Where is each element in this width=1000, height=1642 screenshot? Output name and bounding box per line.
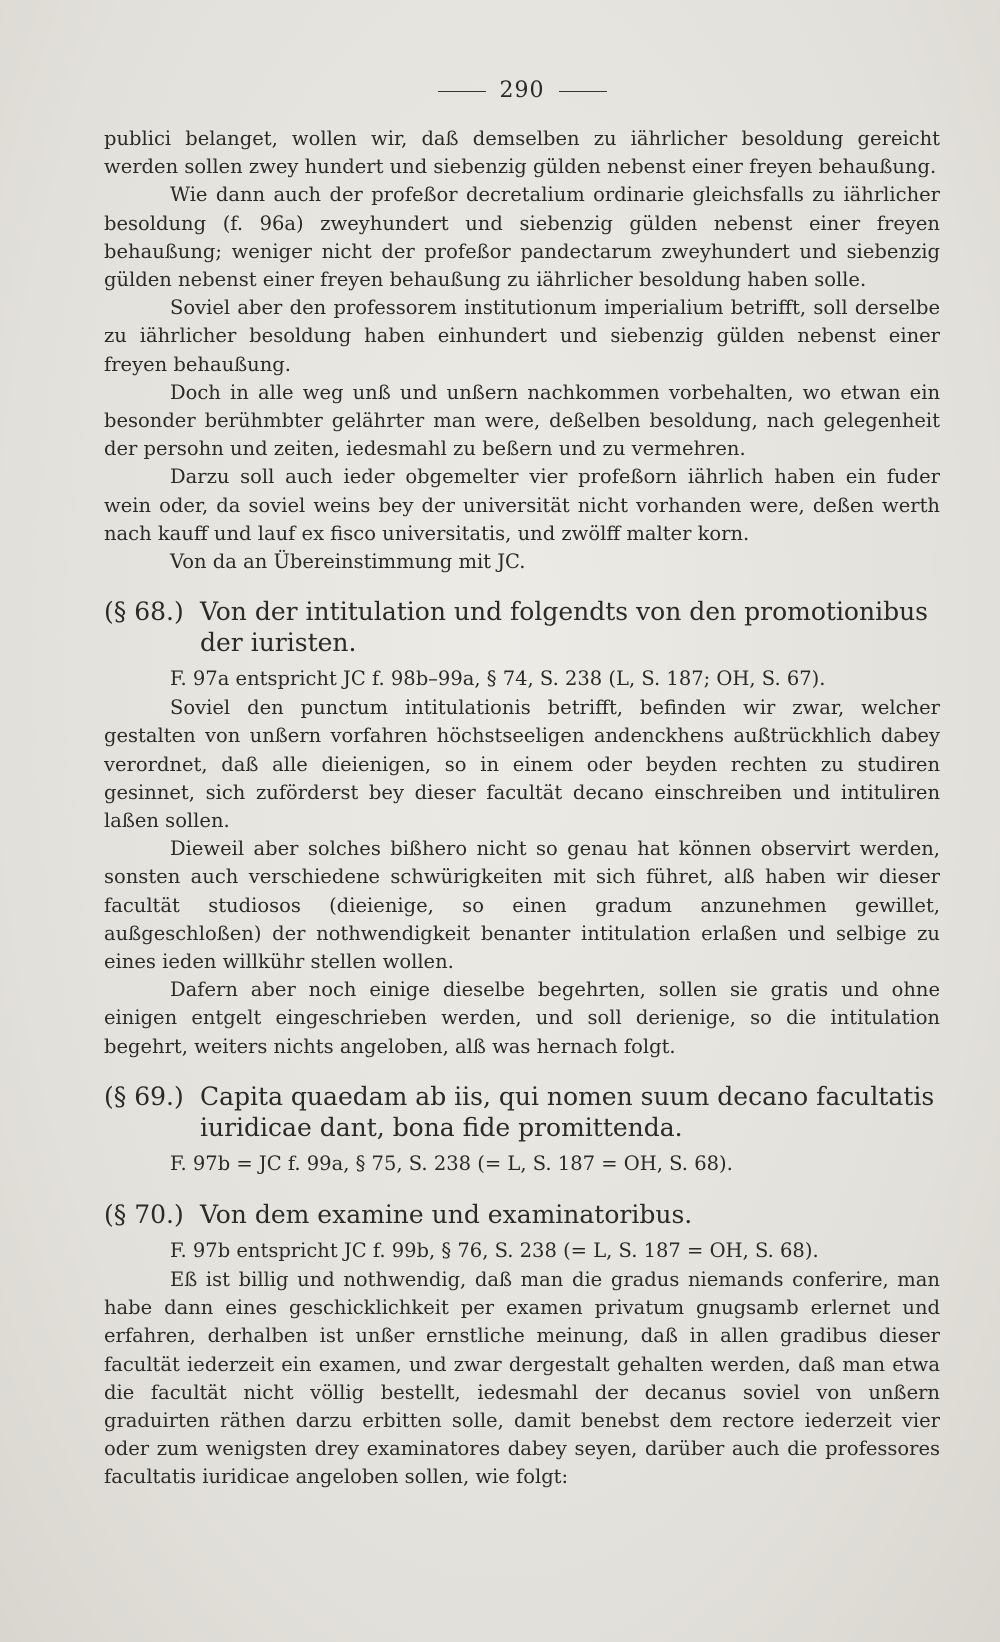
- section-heading: [104, 1081, 940, 1143]
- paragraph: Dafern aber noch einige dieselbe begehrten, sollen sie gratis und ohne einigen entgelt eingeschrieben werden, und soll derienige, so die intitulation begehrt, weiters nichts angeloben, alß was hernach folgt.: [104, 978, 940, 1058]
- paragraph: Doch in alle weg unß und unßern nachkommen vorbehalten, wo etwan ein besonder berühmbter gelährter man were, deßelben besoldung, nach gelegenheit der persohn und zeiten, iedesmahl zu beßern und zu vermehren.: [104, 380, 940, 461]
- paragraph: Dieweil aber solches bißhero nicht so genau hat können observirt werden, sonsten auch verschiedene schwürigkeiten mit sich führet, alß haben wir dieser facultät studiosos (dieienige, so einen gradum anzunehmen gewillet, außgeschloßen) der nothwendigkeit benanter intitulation erlaßen und selbige zu eines ieden willkühr stellen wollen.: [104, 837, 940, 974]
- section-number: (§ 69.): [104, 1081, 184, 1111]
- page-number: 290: [499, 78, 545, 103]
- rule-left: [438, 91, 486, 92]
- section-title: Von dem examine und examinatoribus.: [200, 1199, 693, 1229]
- section-number: (§ 68.): [104, 597, 184, 627]
- source-reference: F. 97a entspricht JC f. 98b–99a, § 74, S. 238 (L, S. 187; OH, S. 67).: [170, 667, 826, 691]
- paragraph: Von da an Übereinstimmung mit JC.: [170, 550, 526, 574]
- running-head: [104, 78, 940, 103]
- paragraph: publici belanget, wollen wir, daß demselben zu iährlicher besoldung gereicht werden sollen zwey hundert und siebenzig gülden nebenst einer freyen behaußung.: [104, 127, 940, 179]
- paragraph: Darzu soll auch ieder obgemelter vier profeßorn iährlich haben ein fuder wein oder, da soviel weins bey der universität nicht vorhanden were, deßen werth nach kauff und lauf ex fisco universitatis, und zwölff malter korn.: [104, 465, 940, 545]
- paragraph: Eß ist billig und nothwendig, daß man die gradus niemands conferire, man habe dann eines geschicklichkeit per examen privatum gnugsamb erlernet und erfahren, derhalben ist unßer ernstliche meinung, daß in allen gradibus dieser facultät iederzeit ein examen, und zwar dergestalt gehalten werden, daß man etwa die facultät nicht völlig bestellt, iedesmahl der decanus soviel von unßern graduirten räthen darzu erbitten solle, damit benebst dem rectore iederzeit vier oder zum wenigsten drey examinatores dabey seyen, darüber auch die professores facultatis iuridicae angeloben sollen, wie folgt:: [104, 1267, 940, 1489]
- paragraph: Soviel den punctum intitulationis betrifft, befinden wir zwar, welcher gestalten von unßern vorfahren höchstseeligen andenckhens außtrückhlich dabey verordnet, daß alle dieienigen, so in einem oder beyden rechten zu studiren gesinnet, sich zuförderst bey dieser facultät decano einschreiben und intituliren laßen sollen.: [104, 696, 940, 833]
- section-heading: [104, 1199, 940, 1230]
- rule-right: [559, 91, 607, 92]
- section-title: Von der intitulation und folgendts von den promotionibus der iuristen.: [200, 597, 929, 658]
- source-reference: F. 97b entspricht JC f. 99b, § 76, S. 238 (= L, S. 187 = OH, S. 68).: [170, 1238, 819, 1262]
- paragraph: Wie dann auch der profeßor decretalium ordinarie gleichsfalls zu iährlicher besoldung (f. 96a) zweyhundert und siebenzig gülden nebenst einer freyen behaußung; weniger nicht der profeßor pandectarum zweyhundert und siebenzig gülden nebenst einer freyen behaußung zu iährlicher besoldung haben solle.: [104, 183, 940, 292]
- body-text: [104, 125, 940, 1492]
- section-number: (§ 70.): [104, 1199, 184, 1229]
- section-heading: [104, 596, 940, 658]
- section-title: Capita quaedam ab iis, qui nomen suum decano facultatis iuridicae dant, bona fide promittenda.: [200, 1081, 935, 1142]
- source-reference: F. 97b = JC f. 99a, § 75, S. 238 (= L, S. 187 = OH, S. 68).: [170, 1151, 733, 1175]
- paragraph: Soviel aber den professorem institutionum imperialium betrifft, soll derselbe zu iährlicher besoldung haben einhundert und siebenzig gülden nebenst einer freyen behaußung.: [104, 296, 940, 376]
